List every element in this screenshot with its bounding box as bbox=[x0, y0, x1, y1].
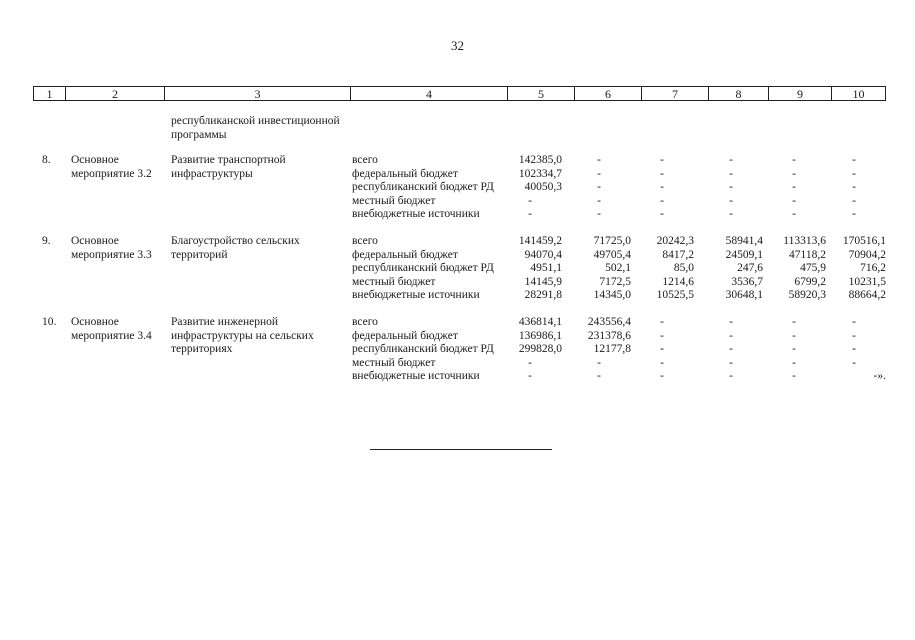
funding-source-label: республиканский бюджет РД bbox=[352, 262, 494, 275]
value-cell: 716,2 bbox=[860, 262, 886, 275]
value-cell: 6799,2 bbox=[794, 275, 826, 288]
value-cell: 8417,2 bbox=[662, 248, 694, 261]
value-cell: - bbox=[660, 316, 664, 328]
value-cell: - bbox=[852, 356, 856, 369]
value-cell: 299828,0 bbox=[518, 343, 562, 356]
value-cell: - bbox=[597, 208, 601, 221]
funding-source-label: местный бюджет bbox=[352, 194, 436, 207]
value-cell: 71725,0 bbox=[593, 235, 631, 247]
value-cell: 1214,6 bbox=[662, 275, 694, 288]
column-header: 4 bbox=[351, 87, 508, 101]
value-cell: - bbox=[792, 181, 796, 194]
column-header: 1 bbox=[34, 87, 66, 101]
value-cell: - bbox=[597, 194, 601, 207]
value-cell: - bbox=[852, 208, 856, 221]
funding-source-label: федеральный бюджет bbox=[352, 248, 458, 261]
activity-label: Основное мероприятие 3.4 bbox=[71, 316, 152, 342]
funding-source-label: федеральный бюджет bbox=[352, 167, 458, 180]
value-cell: 436814,1 bbox=[518, 316, 562, 328]
value-cell: 142385,0 bbox=[518, 154, 562, 166]
value-cell: 70904,2 bbox=[848, 248, 886, 261]
value-cell: - bbox=[852, 167, 856, 180]
value-cell: - bbox=[729, 370, 733, 383]
value-cell: - bbox=[660, 154, 664, 166]
value-cell: 3536,7 bbox=[731, 275, 763, 288]
value-cell: - bbox=[660, 329, 664, 342]
value-cell: - bbox=[729, 356, 733, 369]
value-cell: - bbox=[660, 194, 664, 207]
row-number: 10. bbox=[42, 316, 57, 328]
activity-label: Основное мероприятие 3.3 bbox=[71, 235, 152, 261]
value-cell: - bbox=[597, 167, 601, 180]
value-cell: - bbox=[528, 356, 532, 369]
value-cell: - bbox=[792, 167, 796, 180]
column-header: 9 bbox=[769, 87, 832, 101]
funding-source-label: внебюджетные источники bbox=[352, 208, 480, 221]
footer-separator-line bbox=[370, 449, 552, 450]
value-cell: 58941,4 bbox=[725, 235, 763, 247]
funding-source-label: внебюджетные источники bbox=[352, 289, 480, 302]
value-cell: 94070,4 bbox=[524, 248, 562, 261]
value-cell: 113313,6 bbox=[783, 235, 826, 247]
value-cell: - bbox=[528, 194, 532, 207]
value-cell: 243556,4 bbox=[587, 316, 631, 328]
column-header: 6 bbox=[575, 87, 642, 101]
activity-label: Основное мероприятие 3.2 bbox=[71, 154, 152, 180]
column-header: 7 bbox=[642, 87, 709, 101]
continuation-text: республиканской инвестиционной программы bbox=[171, 115, 340, 141]
value-cell: - bbox=[597, 154, 601, 166]
value-cell: - bbox=[660, 356, 664, 369]
value-cell: 4951,1 bbox=[530, 262, 562, 275]
value-cell: - bbox=[729, 329, 733, 342]
value-cell: 7172,5 bbox=[599, 275, 631, 288]
value-cell: 49705,4 bbox=[593, 248, 631, 261]
value-cell: - bbox=[852, 194, 856, 207]
value-cell: - bbox=[852, 329, 856, 342]
value-cell: - bbox=[597, 370, 601, 383]
value-cell: - bbox=[792, 356, 796, 369]
activity-name: Развитие инженерной инфраструктуры на сельских территориях bbox=[171, 316, 314, 355]
value-cell: 136986,1 bbox=[518, 329, 562, 342]
value-cell: - bbox=[729, 181, 733, 194]
value-cell: - bbox=[597, 356, 601, 369]
value-cell: - bbox=[852, 343, 856, 356]
value-cell: 24509,1 bbox=[725, 248, 763, 261]
value-cell: 88664,2 bbox=[848, 289, 886, 302]
funding-source-label: местный бюджет bbox=[352, 356, 436, 369]
value-cell: 502,1 bbox=[605, 262, 631, 275]
value-cell: 85,0 bbox=[673, 262, 694, 275]
funding-source-label: местный бюджет bbox=[352, 275, 436, 288]
funding-source-label: республиканский бюджет РД bbox=[352, 181, 494, 194]
value-cell: - bbox=[729, 167, 733, 180]
value-cell: 40050,3 bbox=[524, 181, 562, 194]
value-cell: - bbox=[660, 167, 664, 180]
funding-source-label: федеральный бюджет bbox=[352, 329, 458, 342]
value-cell: 20242,3 bbox=[656, 235, 694, 247]
column-header: 8 bbox=[709, 87, 769, 101]
row-number: 9. bbox=[42, 235, 51, 247]
funding-source-label: внебюджетные источники bbox=[352, 370, 480, 383]
value-cell: - bbox=[852, 154, 856, 166]
activity-name: Благоустройство сельских территорий bbox=[171, 235, 300, 261]
funding-source-label: всего bbox=[352, 154, 378, 166]
value-cell: - bbox=[660, 343, 664, 356]
value-cell: 47118,2 bbox=[789, 248, 826, 261]
value-cell: 28291,8 bbox=[524, 289, 562, 302]
value-cell: 30648,1 bbox=[725, 289, 763, 302]
column-header-row bbox=[33, 86, 886, 101]
funding-source-label: всего bbox=[352, 316, 378, 328]
value-cell: - bbox=[792, 329, 796, 342]
activity-name: Развитие транспортной инфраструктуры bbox=[171, 154, 286, 180]
funding-source-label: всего bbox=[352, 235, 378, 247]
value-cell: - bbox=[792, 343, 796, 356]
value-cell: - bbox=[597, 181, 601, 194]
value-cell: 14345,0 bbox=[593, 289, 631, 302]
value-cell: 10525,5 bbox=[656, 289, 694, 302]
value-cell: - bbox=[852, 316, 856, 328]
value-cell: - bbox=[660, 370, 664, 383]
value-cell: - bbox=[660, 208, 664, 221]
value-cell: - bbox=[792, 208, 796, 221]
value-cell: 475,9 bbox=[800, 262, 826, 275]
value-cell: - bbox=[528, 370, 532, 383]
value-cell: - bbox=[729, 154, 733, 166]
value-cell: 170516,1 bbox=[842, 235, 886, 247]
value-cell: 12177,8 bbox=[593, 343, 631, 356]
column-header: 2 bbox=[66, 87, 165, 101]
value-cell: 247,6 bbox=[737, 262, 763, 275]
value-cell: -». bbox=[873, 370, 886, 383]
value-cell: - bbox=[852, 181, 856, 194]
value-cell: - bbox=[792, 194, 796, 207]
row-number: 8. bbox=[42, 154, 51, 166]
column-header: 3 bbox=[165, 87, 351, 101]
value-cell: 14145,9 bbox=[524, 275, 562, 288]
value-cell: - bbox=[792, 316, 796, 328]
value-cell: - bbox=[729, 316, 733, 328]
value-cell: - bbox=[792, 370, 796, 383]
value-cell: 231378,6 bbox=[587, 329, 631, 342]
page-number: 32 bbox=[451, 38, 464, 53]
value-cell: 141459,2 bbox=[518, 235, 562, 247]
value-cell: - bbox=[729, 343, 733, 356]
value-cell: - bbox=[729, 208, 733, 221]
value-cell: - bbox=[528, 208, 532, 221]
value-cell: 102334,7 bbox=[518, 167, 562, 180]
funding-source-label: республиканский бюджет РД bbox=[352, 343, 494, 356]
value-cell: - bbox=[792, 154, 796, 166]
column-header: 5 bbox=[508, 87, 575, 101]
value-cell: - bbox=[660, 181, 664, 194]
value-cell: 58920,3 bbox=[788, 289, 826, 302]
column-header: 10 bbox=[832, 87, 886, 101]
value-cell: - bbox=[729, 194, 733, 207]
value-cell: 10231,5 bbox=[848, 275, 886, 288]
